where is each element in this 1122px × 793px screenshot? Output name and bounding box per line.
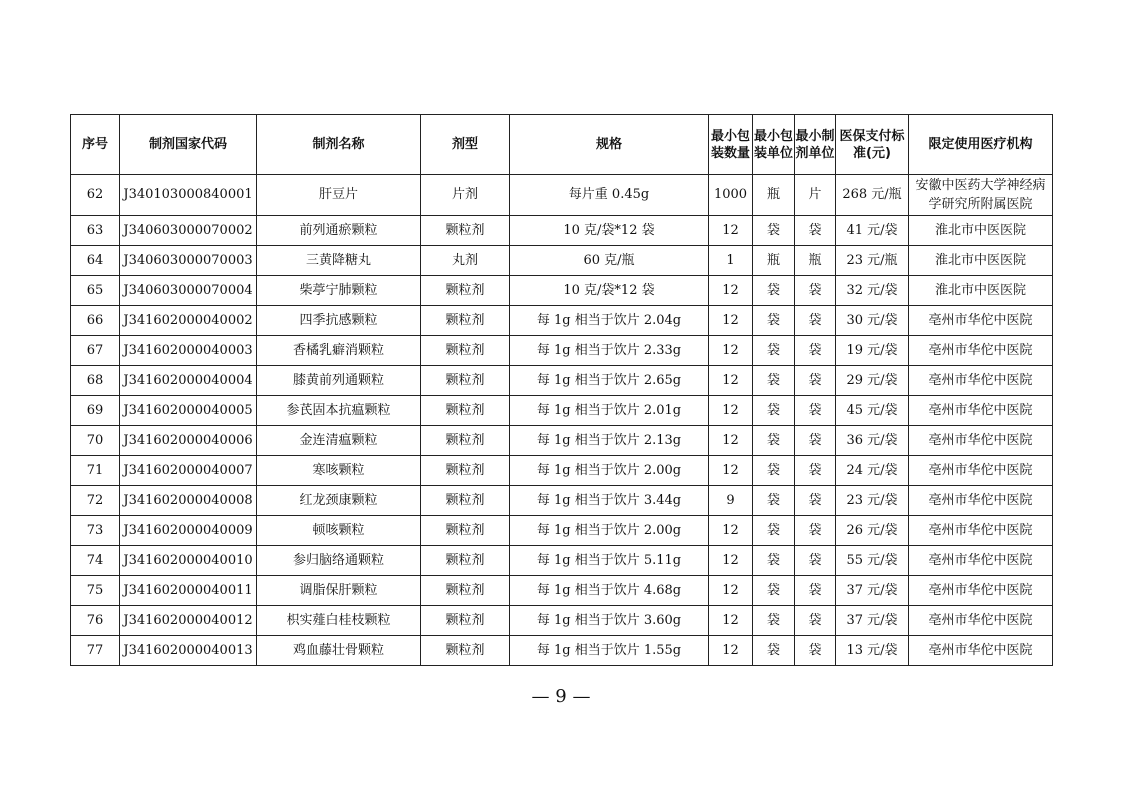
table-row xyxy=(71,606,1053,636)
header-form: 剂型 xyxy=(421,115,510,175)
header-code: 制剂国家代码 xyxy=(120,115,257,175)
cell-code: J341602000040005 xyxy=(120,396,257,426)
cell-min-qty: 12 xyxy=(709,636,753,666)
header-price: 医保支付标准(元) xyxy=(836,115,909,175)
cell-spec: 每 1g 相当于饮片 2.04g xyxy=(510,306,709,336)
cell-form: 片剂 xyxy=(421,175,510,216)
cell-form: 颗粒剂 xyxy=(421,516,510,546)
cell-name: 四季抗感颗粒 xyxy=(257,306,421,336)
cell-min-prep-unit: 袋 xyxy=(795,396,836,426)
cell-price: 41 元/袋 xyxy=(836,216,909,246)
cell-seq: 68 xyxy=(71,366,120,396)
cell-spec: 10 克/袋*12 袋 xyxy=(510,216,709,246)
cell-form: 颗粒剂 xyxy=(421,336,510,366)
cell-min-prep-unit: 袋 xyxy=(795,336,836,366)
cell-institution: 亳州市华佗中医院 xyxy=(909,306,1053,336)
cell-price: 37 元/袋 xyxy=(836,576,909,606)
cell-name: 参芪固本抗瘟颗粒 xyxy=(257,396,421,426)
cell-code: J340603000070004 xyxy=(120,276,257,306)
table-row xyxy=(71,546,1053,576)
cell-seq: 63 xyxy=(71,216,120,246)
table-body xyxy=(71,175,1053,666)
cell-spec: 60 克/瓶 xyxy=(510,246,709,276)
cell-form: 丸剂 xyxy=(421,246,510,276)
cell-spec: 每 1g 相当于饮片 2.00g xyxy=(510,516,709,546)
cell-code: J341602000040008 xyxy=(120,486,257,516)
cell-institution: 淮北市中医医院 xyxy=(909,216,1053,246)
cell-institution: 亳州市华佗中医院 xyxy=(909,336,1053,366)
cell-institution: 亳州市华佗中医院 xyxy=(909,366,1053,396)
cell-min-unit: 袋 xyxy=(753,486,795,516)
table-row xyxy=(71,486,1053,516)
cell-form: 颗粒剂 xyxy=(421,276,510,306)
cell-min-qty: 12 xyxy=(709,396,753,426)
table-row xyxy=(71,366,1053,396)
cell-code: J341602000040007 xyxy=(120,456,257,486)
cell-price: 32 元/袋 xyxy=(836,276,909,306)
table-row xyxy=(71,396,1053,426)
cell-min-unit: 袋 xyxy=(753,276,795,306)
table-header-row xyxy=(71,115,1053,175)
cell-name: 柴葶宁肺颗粒 xyxy=(257,276,421,306)
table-row xyxy=(71,306,1053,336)
cell-name: 三黄降糖丸 xyxy=(257,246,421,276)
cell-form: 颗粒剂 xyxy=(421,366,510,396)
cell-price: 37 元/袋 xyxy=(836,606,909,636)
cell-seq: 76 xyxy=(71,606,120,636)
page-number: — 9 — xyxy=(531,686,591,707)
cell-name: 参归脑络通颗粒 xyxy=(257,546,421,576)
table-row xyxy=(71,576,1053,606)
preparation-table xyxy=(70,114,1053,666)
cell-min-prep-unit: 袋 xyxy=(795,486,836,516)
cell-spec: 每 1g 相当于饮片 4.68g xyxy=(510,576,709,606)
cell-min-unit: 袋 xyxy=(753,306,795,336)
cell-spec: 每 1g 相当于饮片 3.60g xyxy=(510,606,709,636)
cell-seq: 70 xyxy=(71,426,120,456)
cell-seq: 77 xyxy=(71,636,120,666)
cell-institution: 亳州市华佗中医院 xyxy=(909,426,1053,456)
table-row xyxy=(71,426,1053,456)
cell-min-unit: 袋 xyxy=(753,606,795,636)
cell-institution: 安徽中医药大学神经病学研究所附属医院 xyxy=(909,175,1053,216)
cell-min-unit: 袋 xyxy=(753,366,795,396)
cell-code: J341602000040010 xyxy=(120,546,257,576)
header-institution: 限定使用医疗机构 xyxy=(909,115,1053,175)
table-row xyxy=(71,175,1053,216)
cell-institution: 亳州市华佗中医院 xyxy=(909,456,1053,486)
cell-name: 金连清瘟颗粒 xyxy=(257,426,421,456)
cell-name: 红龙颈康颗粒 xyxy=(257,486,421,516)
cell-institution: 亳州市华佗中医院 xyxy=(909,606,1053,636)
cell-min-prep-unit: 袋 xyxy=(795,636,836,666)
cell-min-qty: 12 xyxy=(709,366,753,396)
cell-name: 肝豆片 xyxy=(257,175,421,216)
cell-price: 45 元/袋 xyxy=(836,396,909,426)
cell-spec: 每 1g 相当于饮片 2.00g xyxy=(510,456,709,486)
cell-name: 枳实薤白桂枝颗粒 xyxy=(257,606,421,636)
cell-code: J341602000040013 xyxy=(120,636,257,666)
cell-form: 颗粒剂 xyxy=(421,546,510,576)
table-row xyxy=(71,636,1053,666)
cell-institution: 亳州市华佗中医院 xyxy=(909,396,1053,426)
cell-spec: 10 克/袋*12 袋 xyxy=(510,276,709,306)
cell-spec: 每 1g 相当于饮片 2.01g xyxy=(510,396,709,426)
cell-min-qty: 12 xyxy=(709,606,753,636)
cell-min-prep-unit: 袋 xyxy=(795,576,836,606)
cell-min-qty: 12 xyxy=(709,516,753,546)
cell-price: 23 元/瓶 xyxy=(836,246,909,276)
cell-form: 颗粒剂 xyxy=(421,576,510,606)
cell-form: 颗粒剂 xyxy=(421,396,510,426)
header-min-unit: 最小包装单位 xyxy=(753,115,795,175)
cell-min-qty: 1000 xyxy=(709,175,753,216)
cell-price: 24 元/袋 xyxy=(836,456,909,486)
cell-code: J341602000040002 xyxy=(120,306,257,336)
cell-seq: 74 xyxy=(71,546,120,576)
cell-spec: 每 1g 相当于饮片 2.33g xyxy=(510,336,709,366)
cell-code: J341602000040009 xyxy=(120,516,257,546)
cell-min-prep-unit: 袋 xyxy=(795,546,836,576)
header-min-prep-unit: 最小制剂单位 xyxy=(795,115,836,175)
cell-min-qty: 9 xyxy=(709,486,753,516)
cell-seq: 75 xyxy=(71,576,120,606)
cell-min-unit: 袋 xyxy=(753,546,795,576)
cell-name: 顿咳颗粒 xyxy=(257,516,421,546)
cell-min-qty: 12 xyxy=(709,216,753,246)
cell-code: J340603000070003 xyxy=(120,246,257,276)
cell-institution: 淮北市中医医院 xyxy=(909,246,1053,276)
cell-spec: 每 1g 相当于饮片 1.55g xyxy=(510,636,709,666)
cell-code: J341602000040003 xyxy=(120,336,257,366)
cell-form: 颗粒剂 xyxy=(421,636,510,666)
cell-min-prep-unit: 袋 xyxy=(795,606,836,636)
cell-spec: 每 1g 相当于饮片 3.44g xyxy=(510,486,709,516)
cell-price: 26 元/袋 xyxy=(836,516,909,546)
cell-seq: 72 xyxy=(71,486,120,516)
table-row xyxy=(71,336,1053,366)
cell-seq: 62 xyxy=(71,175,120,216)
cell-form: 颗粒剂 xyxy=(421,606,510,636)
cell-min-prep-unit: 袋 xyxy=(795,216,836,246)
cell-spec: 每片重 0.45g xyxy=(510,175,709,216)
cell-min-unit: 袋 xyxy=(753,456,795,486)
cell-form: 颗粒剂 xyxy=(421,486,510,516)
cell-name: 膝黄前列通颗粒 xyxy=(257,366,421,396)
cell-min-prep-unit: 袋 xyxy=(795,516,836,546)
cell-min-unit: 袋 xyxy=(753,426,795,456)
header-name: 制剂名称 xyxy=(257,115,421,175)
header-seq: 序号 xyxy=(71,115,120,175)
cell-min-unit: 瓶 xyxy=(753,175,795,216)
table-row xyxy=(71,216,1053,246)
cell-min-prep-unit: 袋 xyxy=(795,426,836,456)
cell-min-qty: 1 xyxy=(709,246,753,276)
cell-seq: 73 xyxy=(71,516,120,546)
cell-min-prep-unit: 袋 xyxy=(795,306,836,336)
cell-min-unit: 袋 xyxy=(753,636,795,666)
cell-price: 23 元/袋 xyxy=(836,486,909,516)
cell-form: 颗粒剂 xyxy=(421,426,510,456)
cell-price: 13 元/袋 xyxy=(836,636,909,666)
cell-min-prep-unit: 瓶 xyxy=(795,246,836,276)
cell-min-qty: 12 xyxy=(709,576,753,606)
cell-min-prep-unit: 袋 xyxy=(795,366,836,396)
cell-seq: 69 xyxy=(71,396,120,426)
cell-code: J341602000040006 xyxy=(120,426,257,456)
table-row xyxy=(71,456,1053,486)
cell-institution: 亳州市华佗中医院 xyxy=(909,576,1053,606)
cell-price: 268 元/瓶 xyxy=(836,175,909,216)
cell-name: 调脂保肝颗粒 xyxy=(257,576,421,606)
cell-form: 颗粒剂 xyxy=(421,306,510,336)
cell-institution: 亳州市华佗中医院 xyxy=(909,636,1053,666)
cell-code: J341602000040011 xyxy=(120,576,257,606)
cell-min-qty: 12 xyxy=(709,426,753,456)
cell-institution: 亳州市华佗中医院 xyxy=(909,516,1053,546)
cell-form: 颗粒剂 xyxy=(421,456,510,486)
cell-min-prep-unit: 袋 xyxy=(795,456,836,486)
cell-name: 香橘乳癖消颗粒 xyxy=(257,336,421,366)
cell-min-unit: 袋 xyxy=(753,576,795,606)
cell-name: 寒咳颗粒 xyxy=(257,456,421,486)
cell-code: J341602000040012 xyxy=(120,606,257,636)
cell-code: J340103000840001 xyxy=(120,175,257,216)
cell-min-unit: 瓶 xyxy=(753,246,795,276)
cell-institution: 亳州市华佗中医院 xyxy=(909,486,1053,516)
cell-institution: 亳州市华佗中医院 xyxy=(909,546,1053,576)
cell-spec: 每 1g 相当于饮片 5.11g xyxy=(510,546,709,576)
cell-price: 36 元/袋 xyxy=(836,426,909,456)
cell-seq: 71 xyxy=(71,456,120,486)
cell-min-unit: 袋 xyxy=(753,216,795,246)
cell-min-qty: 12 xyxy=(709,336,753,366)
cell-form: 颗粒剂 xyxy=(421,216,510,246)
cell-min-unit: 袋 xyxy=(753,396,795,426)
cell-institution: 淮北市中医医院 xyxy=(909,276,1053,306)
cell-price: 55 元/袋 xyxy=(836,546,909,576)
cell-code: J340603000070002 xyxy=(120,216,257,246)
cell-min-prep-unit: 袋 xyxy=(795,276,836,306)
cell-min-qty: 12 xyxy=(709,546,753,576)
cell-price: 19 元/袋 xyxy=(836,336,909,366)
cell-min-unit: 袋 xyxy=(753,516,795,546)
table-row xyxy=(71,246,1053,276)
cell-min-prep-unit: 片 xyxy=(795,175,836,216)
header-min-qty: 最小包装数量 xyxy=(709,115,753,175)
header-spec: 规格 xyxy=(510,115,709,175)
cell-min-qty: 12 xyxy=(709,456,753,486)
table-row xyxy=(71,516,1053,546)
cell-code: J341602000040004 xyxy=(120,366,257,396)
table-row xyxy=(71,276,1053,306)
cell-seq: 67 xyxy=(71,336,120,366)
cell-spec: 每 1g 相当于饮片 2.65g xyxy=(510,366,709,396)
cell-seq: 65 xyxy=(71,276,120,306)
cell-spec: 每 1g 相当于饮片 2.13g xyxy=(510,426,709,456)
cell-name: 前列通瘀颗粒 xyxy=(257,216,421,246)
cell-min-qty: 12 xyxy=(709,306,753,336)
cell-min-unit: 袋 xyxy=(753,336,795,366)
cell-name: 鸡血藤壮骨颗粒 xyxy=(257,636,421,666)
cell-price: 30 元/袋 xyxy=(836,306,909,336)
cell-min-qty: 12 xyxy=(709,276,753,306)
cell-seq: 66 xyxy=(71,306,120,336)
cell-price: 29 元/袋 xyxy=(836,366,909,396)
cell-seq: 64 xyxy=(71,246,120,276)
